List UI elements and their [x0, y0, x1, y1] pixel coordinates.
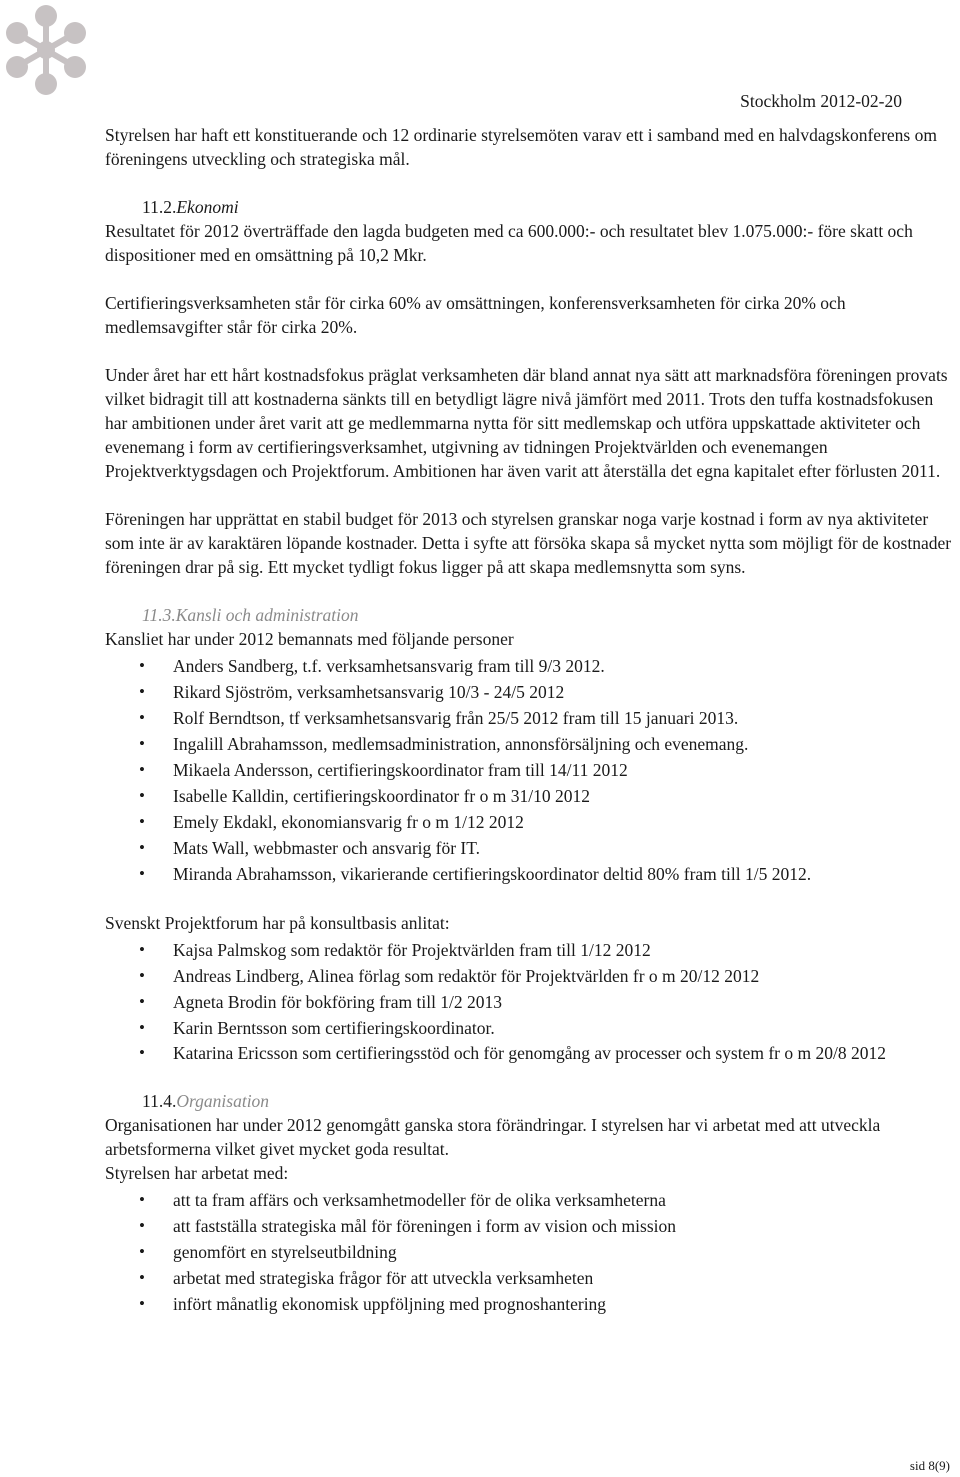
economy-paragraph-1: Resultatet för 2012 överträffade den lagda budgeten med ca 600.000:- och resultatet blev 1.075.000:- före skatt och dispositioner med en omsättning på 10,2 Mkr. [105, 221, 913, 265]
board-work-list [105, 1187, 955, 1317]
list-item: • Rolf Berndtson, tf verksamhetsansvarig från 25/5 2012 fram till 15 januari 2013. [105, 705, 955, 731]
intro-paragraph: Styrelsen har haft ett konstituerande och 12 ordinarie styrelsemöten varav ett i samband med en halvdagskonferens om föreningens utveckling och strategiska mål. [105, 125, 937, 169]
page-number: sid 8(9) [909, 1458, 950, 1473]
section-heading-economy [142, 195, 955, 219]
consultants-intro: Svenskt Projektforum har på konsultbasis anlitat: [105, 913, 450, 933]
list-item: • Ingalill Abrahamsson, medlemsadministration, annonsförsäljning och evenemang. [105, 731, 955, 757]
list-item: • Mikaela Andersson, certifieringskoordinator fram till 14/11 2012 [105, 757, 955, 783]
section-title: Kansli och administration [175, 605, 359, 625]
section-title: Organisation [176, 1091, 270, 1111]
office-intro: Kansliet har under 2012 bemannats med följande personer [105, 629, 514, 649]
list-item: • att ta fram affärs och verksamhetmodeller för de olika verksamheterna [105, 1187, 955, 1213]
organisation-paragraph-2: Styrelsen har arbetat med: [105, 1163, 289, 1183]
section-heading-organisation [142, 1089, 955, 1113]
list-item: • Isabelle Kalldin, certifieringskoordinator fr o m 31/10 2012 [105, 783, 955, 809]
list-item: • Emely Ekdakl, ekonomiansvarig fr o m 1/12 2012 [105, 809, 955, 835]
list-item: • Katarina Ericsson som certifieringsstöd och för genomgång av processer och system fr o m 20/8 2012 [105, 1041, 955, 1065]
list-item: • arbetat med strategiska frågor för att utveckla verksamheten [105, 1265, 955, 1291]
document-body [105, 123, 955, 1317]
section-number: 11.2. [142, 197, 177, 217]
list-item: • Karin Berntsson som certifieringskoordinator. [105, 1015, 955, 1041]
economy-paragraph-3: Under året har ett hårt kostnadsfokus präglat verksamheten där bland annat nya sätt att marknadsföra föreningen provats vilket bidragit till att kostnaderna sänkts till en betydligt lägre nivå jämfört med 2011. Trots den tuffa kostnadsfokusen har ambitionen under året varit att ge medlemmarna nytta för sitt medlemskap och utföra uppskattade aktiviteter och evenemang i form av certifieringsverksamhet, utgivning av tidningen Projektvärlden och evenemangen Projektverktygsdagen och Projektforum. Ambitionen har även varit att återställa det egna kapitalet efter förlusten 2011. [105, 365, 948, 481]
list-item: • Andreas Lindberg, Alinea förlag som redaktör för Projektvärlden fr o m 20/12 2012 [105, 963, 955, 989]
list-item: • Rikard Sjöström, verksamhetsansvarig 10/3 - 24/5 2012 [105, 679, 955, 705]
list-item: • Kajsa Palmskog som redaktör för Projektvärlden fram till 1/12 2012 [105, 937, 955, 963]
list-item: • att fastställa strategiska mål för föreningen i form av vision och mission [105, 1213, 955, 1239]
list-item: • infört månatlig ekonomisk uppföljning med prognoshantering [105, 1291, 955, 1317]
document-date: Stockholm 2012-02-20 [740, 91, 902, 111]
consultants-list [105, 937, 955, 1065]
flower-logo-icon [0, 2, 92, 98]
section-number: 11.4. [142, 1091, 177, 1111]
economy-paragraph-2: Certifieringsverksamheten står för cirka 60% av omsättningen, konferensverksamheten för cirka 20% och medlemsavgifter står för cirka 20%. [105, 293, 846, 337]
list-item: • Mats Wall, webbmaster och ansvarig för IT. [105, 835, 955, 861]
section-title: Ekonomi [176, 197, 239, 217]
section-number: 11.3. [142, 605, 176, 625]
list-item: • genomfört en styrelseutbildning [105, 1239, 955, 1265]
organisation-paragraph-1: Organisationen har under 2012 genomgått ganska stora förändringar. I styrelsen har vi arbetat med att utveckla arbetsformerna vilket givet mycket goda resultat. [105, 1115, 881, 1159]
section-heading-office [142, 603, 955, 627]
economy-paragraph-4: Föreningen har upprättat en stabil budget för 2013 och styrelsen granskar noga varje kostnad i form av nya aktiviteter som inte är av karaktären löpande kostnader. Detta i syfte att försöka skapa så mycket nytta som möjligt för de kostnader föreningen drar på sig. Ett mycket tydligt fokus ligger på att skapa medlemsnytta som syns. [105, 509, 952, 577]
staff-list [105, 653, 955, 887]
list-item: • Anders Sandberg, t.f. verksamhetsansvarig fram till 9/3 2012. [105, 653, 955, 679]
list-item: • Miranda Abrahamsson, vikarierande certifieringskoordinator deltid 80% fram till 1/5 2012. [105, 861, 955, 887]
list-item: • Agneta Brodin för bokföring fram till 1/2 2013 [105, 989, 955, 1015]
